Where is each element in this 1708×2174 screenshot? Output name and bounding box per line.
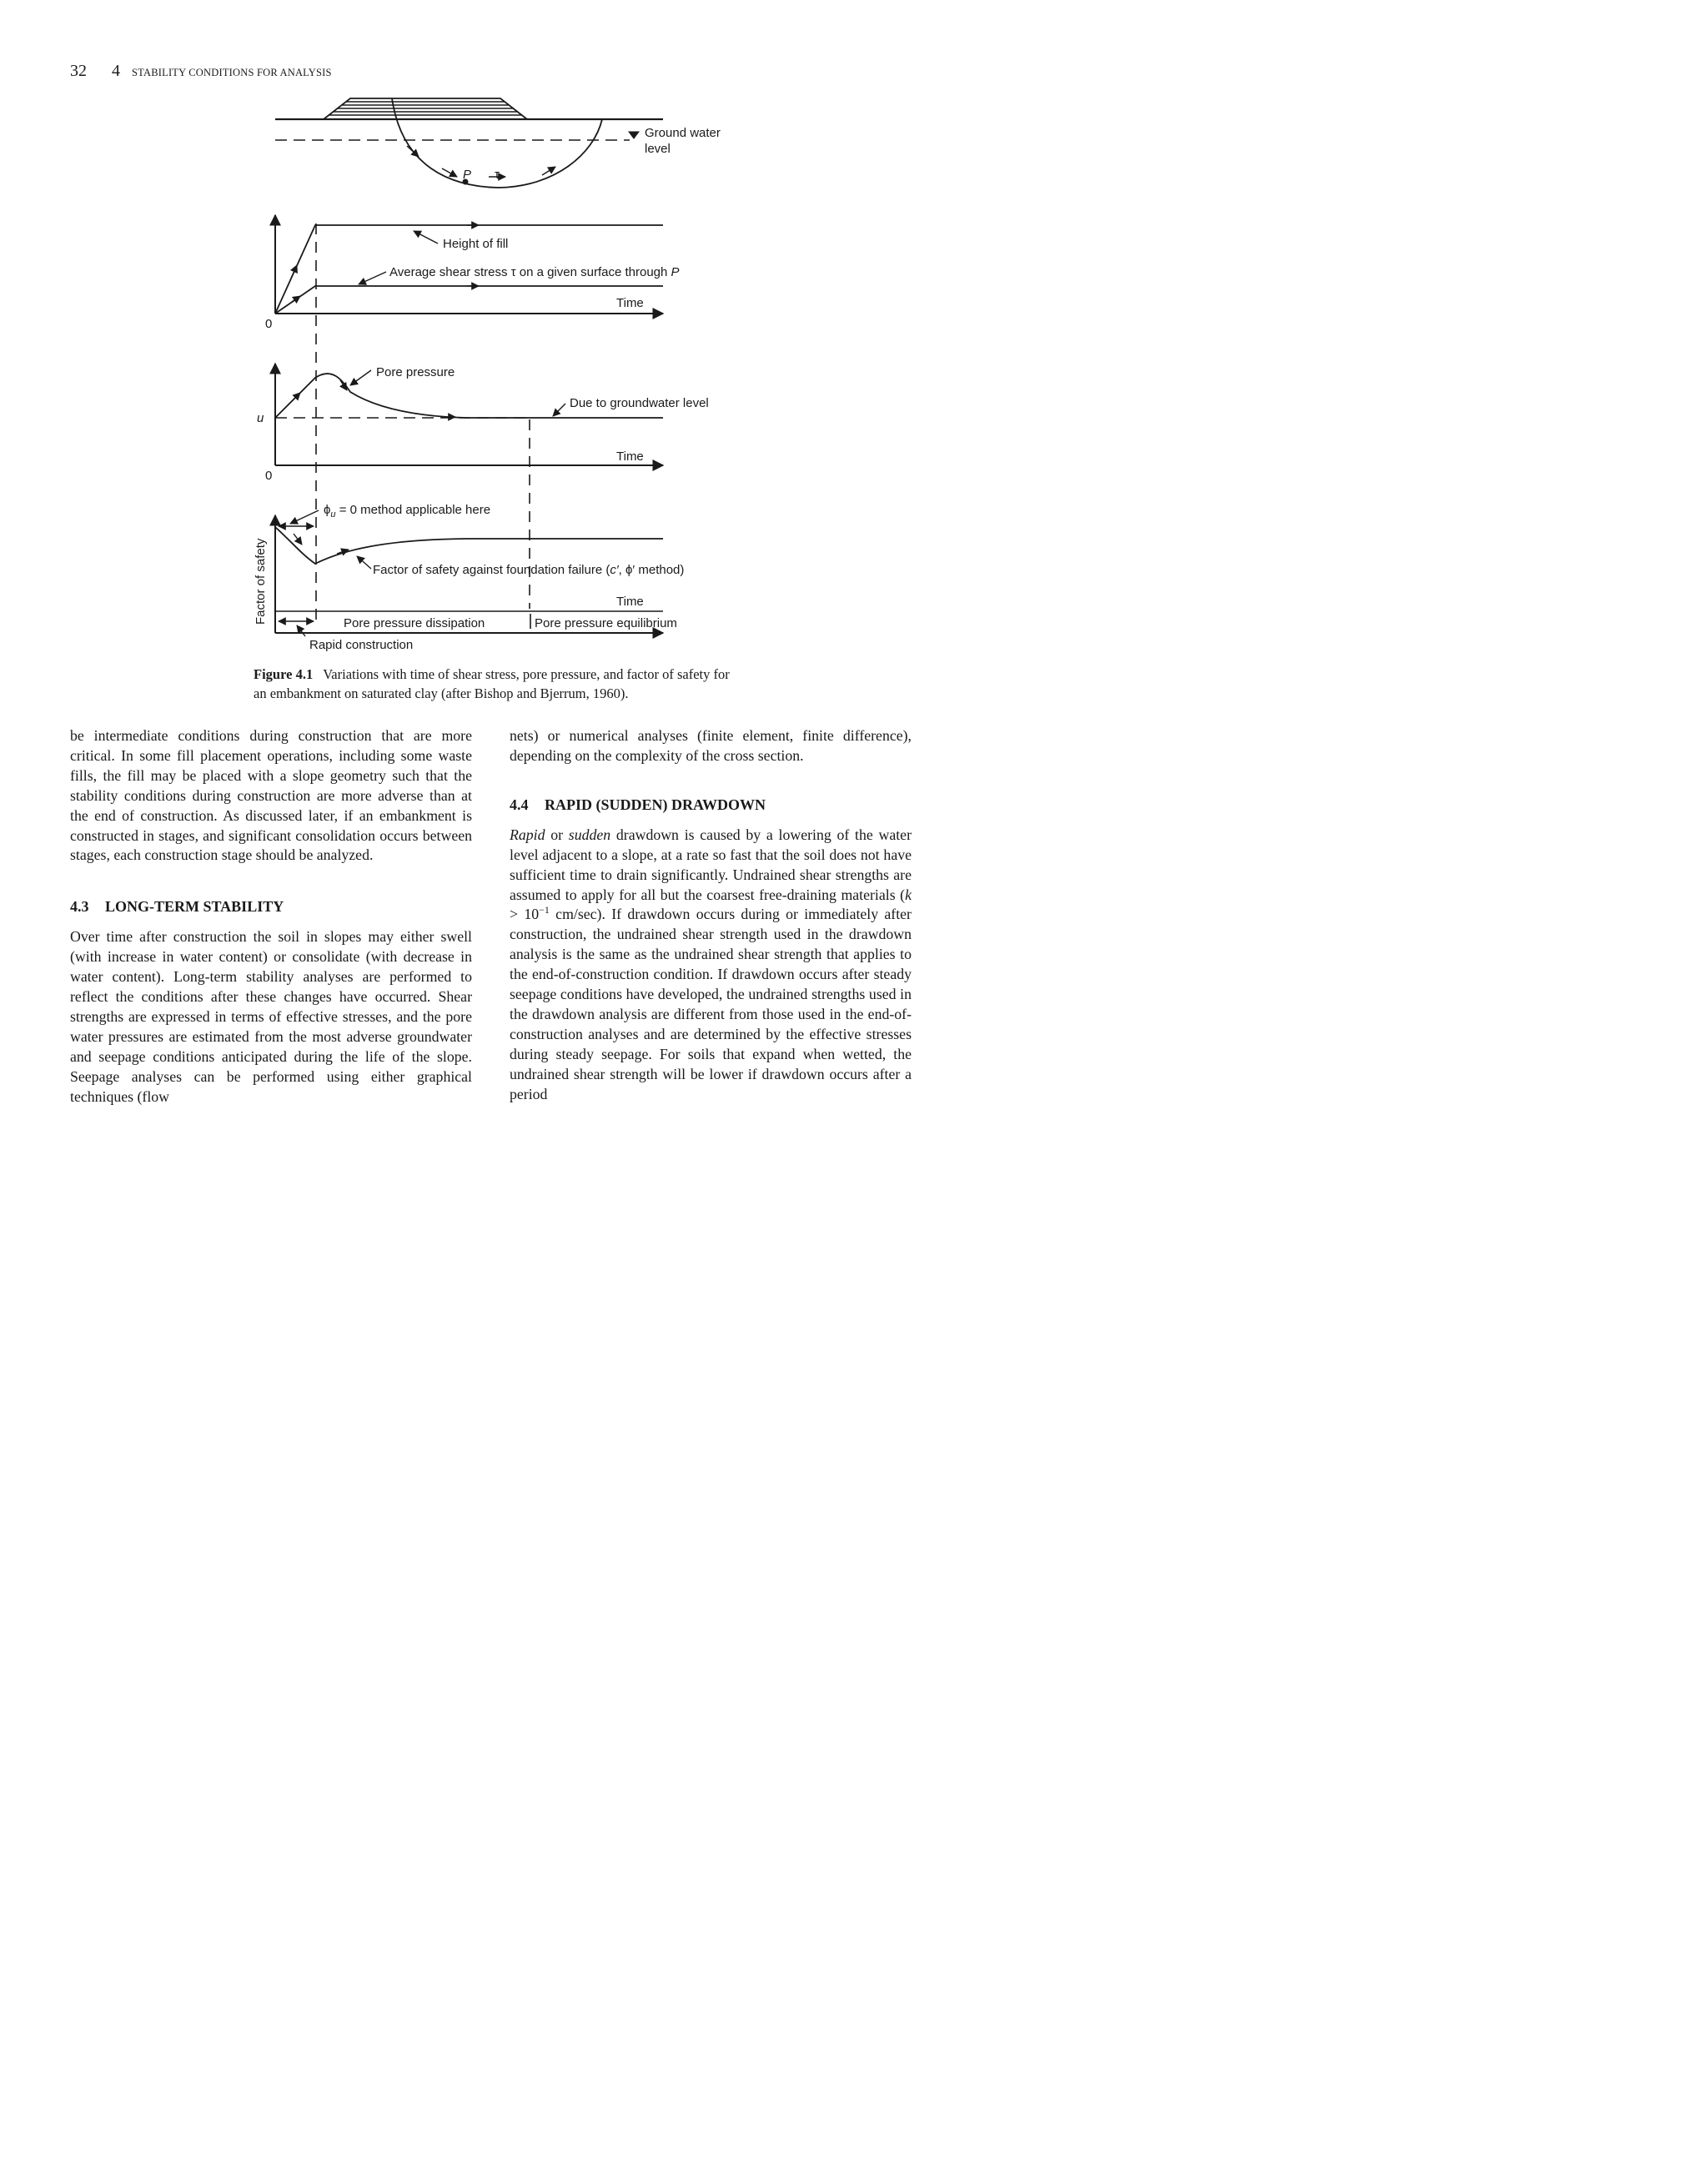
right-paragraph-1: nets) or numerical analyses (finite element, finite difference), depending on the complexity of the cross section. <box>510 727 912 764</box>
label-time-1: Time <box>616 296 644 310</box>
fos-leader <box>357 556 371 569</box>
phi-method-leader <box>290 510 319 524</box>
page-number: 32 <box>70 62 87 80</box>
shear-arrow-1 <box>407 146 419 157</box>
chapter-title: STABILITY CONDITIONS FOR ANALYSIS <box>132 67 332 78</box>
groundwater-leader <box>553 404 565 416</box>
label-rapid-construction: Rapid construction <box>309 638 414 652</box>
label-point-p: P <box>463 168 472 182</box>
label-time-3: Time <box>616 595 644 609</box>
caption-text: Variations with time of shear stress, pore pressure, and factor of safety for an embankment on saturated clay (after Bishop and Bjerrum, 1960). <box>254 666 730 701</box>
caption-label: Figure 4.1 <box>254 666 314 682</box>
water-table-triangle-icon <box>629 132 639 138</box>
label-u: u <box>257 411 264 425</box>
label-origin-1: 0 <box>265 317 273 331</box>
label-tau: τ <box>495 168 500 182</box>
label-average-shear-stress: Average shear stress τ on a given surface through P <box>389 265 680 279</box>
right-column <box>510 726 912 1105</box>
rapid-construction-leader <box>297 625 305 636</box>
label-pore-pressure-equilibrium: Pore pressure equilibrium <box>535 616 677 630</box>
shear-arrow-3 <box>542 167 555 175</box>
figure-caption <box>254 665 737 703</box>
label-height-of-fill: Height of fill <box>443 237 509 251</box>
chapter-number: 4 <box>112 62 120 80</box>
section-4-4-number: 4.4 <box>510 796 529 813</box>
shear-stress-leader <box>359 272 386 284</box>
section-4-3-number: 4.3 <box>70 898 89 916</box>
left-column <box>70 726 472 1107</box>
label-pore-pressure-dissipation: Pore pressure dissipation <box>344 616 485 630</box>
label-pore-pressure: Pore pressure <box>376 365 455 379</box>
embankment-fill-hatching <box>329 102 522 115</box>
graph-height-shear <box>275 215 663 314</box>
height-of-fill-leader <box>414 231 438 244</box>
shear-stress-curve <box>275 286 663 314</box>
label-factor-of-safety-against: Factor of safety against foundation failure (c′, ϕ′ method) <box>373 563 685 577</box>
section-heading-4-3 <box>70 896 472 916</box>
right-paragraph-2: Rapid or sudden drawdown is caused by a lowering of the water level adjacent to a slope, at a rate so fast that the soil does not have sufficient time to drain significantly. Undrained shear strengths are assumed to apply for all but the coarsest free-draining materials ($k > 10^{-1}$ cm/sec). If drawdown occurs during or immediately after construction, the undrained shear strength used in the drawdown analysis is the same as the undrained shear strength that applies to the end-of-construction condition. If drawdown occurs after steady seepage conditions have developed, the undrained strengths used in the drawdown analysis are different from those used in the end-of-construction analyses and are determined by the effective stresses during steady seepage. For soils that expand when wetted, the undrained shear strength will be lower if drawdown occurs after a period <box>510 826 912 1102</box>
section-heading-4-4 <box>510 795 912 815</box>
graph-pore-pressure <box>275 364 663 465</box>
label-due-to-groundwater: Due to groundwater level <box>570 396 709 410</box>
figure-4-1 <box>0 0 1021 667</box>
left-paragraph-1: be intermediate conditions during construction that are more critical. In some fill placement operations, including some waste fills, the fill may be placed with a slope geometry such that the stability conditions during construction are more adverse than at the end of construction. As discussed later, if an embankment is constructed in stages, and significant consolidation occurs between stages, each construction stage should be analyzed. <box>70 727 472 864</box>
label-phi-method: $\phi_u = 0$ method applicable here <box>324 503 491 520</box>
label-ground-water: Ground water <box>645 126 721 140</box>
label-origin-2: 0 <box>265 469 273 483</box>
label-factor-of-safety-axis: Factor of safety <box>254 538 268 625</box>
label-time-2: Time <box>616 449 644 464</box>
pore-pressure-leader <box>350 370 371 385</box>
factor-of-safety-curve <box>275 527 663 564</box>
section-4-4-title: RAPID (SUDDEN) DRAWDOWN <box>545 796 766 813</box>
section-4-3-title: LONG-TERM STABILITY <box>105 898 284 916</box>
label-ground-water-level: level <box>645 142 671 156</box>
left-paragraph-2: Over time after construction the soil in slopes may either swell (with increase in water content) or consolidate (with decrease in water content). Long-term stability analyses are performed to reflect the conditions after these changes have occurred. Shear strengths are expressed in terms of effective stresses, and the pore water pressures are estimated from the most adverse groundwater and seepage conditions anticipated during the life of the slope. Seepage analyses can be performed using either graphical techniques (flow <box>70 928 472 1105</box>
